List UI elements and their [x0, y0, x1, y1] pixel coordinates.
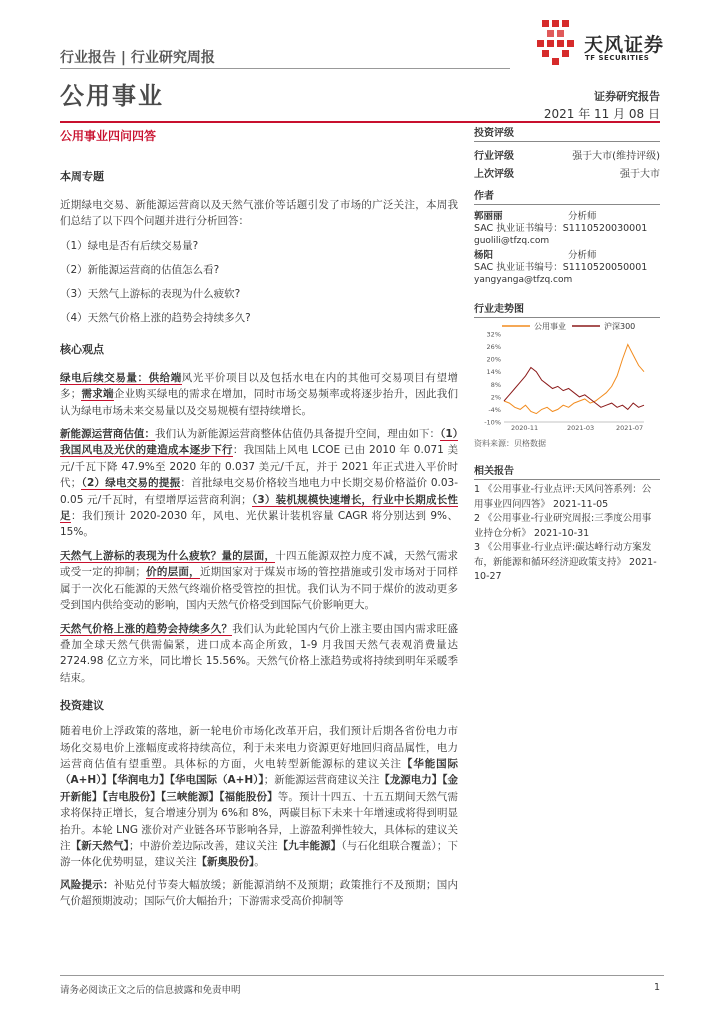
- report-category: 行业报告 | 行业研究周报: [60, 50, 215, 66]
- related-report-1[interactable]: 1 《公用事业-行业点评:天风问答系列：公用事业四问四答》 2021-11-05: [474, 484, 652, 510]
- title-divider: [60, 121, 660, 123]
- footer-divider: [60, 975, 664, 976]
- y-tick-label: -10%: [484, 418, 501, 427]
- prev-rating-value: 强于大市: [620, 169, 660, 180]
- trend-chart: [474, 318, 664, 430]
- y-tick-label: 8%: [490, 380, 501, 389]
- author-heading: 作者: [474, 187, 660, 205]
- risk-paragraph: 风险提示：补贴兑付节奏大幅放缓；新能源消纳不及预期；政策推行不及预期；国内气价超预期波动；国际气价大幅抬升；下游需求受高价抑制等: [60, 878, 459, 908]
- gas-upstream-paragraph: 天然气上游标的表现为什么疲软？量的层面，十四五能源双控力度不减，天然气需求或受一定的抑制；价的层面，近期国家对于煤炭市场的管控措施或引发市场对于同样属于一次化石能源的天然气终端价格受管控的担忧。我们认为不同于煤价的波动更多受到国内供给变动的影响，国内天然气价格受到国际气价影响更大。: [60, 549, 459, 612]
- x-tick-label: 2020-11: [511, 424, 539, 430]
- sector-title: 公用事业: [60, 82, 164, 110]
- author-2-email[interactable]: yangyanga@tfzq.com: [474, 275, 573, 285]
- question-2: （2）新能源运营商的估值怎么看?: [60, 263, 220, 276]
- x-tick-label: 2021-03: [567, 424, 595, 430]
- rating-box: [474, 124, 660, 180]
- invest-paragraph: 随着电价上浮政策的落地，新一轮电价市场化改革开启，我们预计后期各省份电力市场化交易电价上涨幅度或将持续高位，利于未来电力资源更好地回归商品属性，电力运营商估值有望重塑。具体标的方面，火电转型新能源标的建议关注【华能国际（A+H）】【华润电力】【华电国际（A+H）】；新能源运营商建议关注【龙源电力】【金开新能】【吉电股份】【三峡能源】【福能股份】等。预计十四五、十五五期间天然气需求将保持正增长，复合增速分别为 6%和 8%，两碳目标下未来十年增速或将得到明显抬升。本轮 LNG 涨价对产业链各环节影响各异，上游盈利弹性较大，具体标的建议关注【新天然气】；中游价差边际改善，建议关注【九丰能源】（与石化组联合覆盖）；下游一体化优势明显，建议关注【新奥股份】。: [60, 725, 459, 869]
- report-date: 2021 年 11 月 08 日: [543, 107, 660, 121]
- chart-source: 资料来源：贝格数据: [474, 439, 546, 448]
- trend-heading: 行业走势图: [474, 300, 660, 318]
- invest-heading: 投资建议: [60, 699, 104, 713]
- y-tick-label: 20%: [486, 355, 501, 364]
- report-subtitle: 公用事业四问四答: [60, 129, 157, 143]
- related-report-3[interactable]: 3 《公用事业-行业点评:碳达峰行动方案发布，新能源和循环经济迎政策支持》 2021-10-27: [474, 542, 657, 582]
- logo-english: TF SECURITIES: [585, 54, 650, 62]
- green-power-lead: 绿电后续交易量：供给端: [60, 371, 182, 384]
- legend-label-utilities: 公用事业: [534, 322, 566, 331]
- related-box: [474, 462, 660, 585]
- question-1: （1）绿电是否有后续交易量?: [60, 239, 199, 252]
- x-tick-label: 2021-07: [616, 424, 644, 430]
- rating-value: 强于大市(维持评级): [572, 151, 660, 162]
- author-1: 郭丽丽 分析师 SAC 执业证书编号：S1110520030001 guolili@tfzq.com: [474, 211, 660, 247]
- rating-heading: 投资评级: [474, 124, 660, 142]
- report-type: 证券研究报告: [594, 90, 660, 103]
- valuation-paragraph: 新能源运营商估值：我们认为新能源运营商整体估值仍具备提升空间，理由如下：（1）我国风电及光伏的建造成本逐步下行：我国陆上风电 LCOE 已由 2010 年 0.071 美元/千瓦下降 47.9%至 2020 年的 0.037 美元/千瓦，并于 2021 年正式进入平价时代；（2）绿电交易的提振：首批绿电交易价格较当地电力中长期交易价格溢价 0.03-0.05 元/千瓦时，有望增厚运营商利润；（3）装机规模快速增长，行业中长期成长性足：我们预计 2020-2030 年，风电、光伏累计装机容量 CAGR 将分别达到 9%、15%。: [60, 428, 459, 539]
- main-content: [60, 168, 458, 910]
- related-heading: 相关报告: [474, 462, 660, 480]
- y-tick-label: 32%: [486, 330, 501, 339]
- topic-intro: 近期绿电交易、新能源运营商以及天然气涨价等话题引发了市场的广泛关注，本周我们总结了以下四个问题并进行分析回答：: [60, 199, 458, 228]
- footer-disclaimer: 请务必阅读正文之后的信息披露和免责申明: [60, 985, 241, 996]
- core-heading: 核心观点: [60, 342, 104, 356]
- y-tick-label: 2%: [490, 393, 501, 402]
- author-2: 杨阳 分析师 SAC 执业证书编号：S1110520050001 yangyanga@tfzq.com: [474, 250, 660, 286]
- page-number: 1: [653, 982, 660, 993]
- y-tick-label: 26%: [486, 343, 501, 352]
- trend-chart-box: [474, 300, 660, 318]
- header-divider: [60, 68, 510, 69]
- y-tick-label: 14%: [486, 368, 501, 377]
- green-power-paragraph: 绿电后续交易量：供给端风光平价项目以及包括水电在内的其他可交易项目有望增多；需求端企业购买绿电的需求在增加，同时市场交易频率或将逐步抬升，因此我们认为绿电市场未来交易量以及交易规模有望持续增长。: [60, 371, 459, 417]
- y-tick-label: -4%: [488, 405, 501, 414]
- prev-rating-row: 上次评级 强于大市: [474, 165, 660, 180]
- rating-row: 行业评级 强于大市(维持评级): [474, 147, 660, 162]
- question-4: （4）天然气价格上涨的趋势会持续多久?: [60, 311, 251, 324]
- topic-heading: 本周专题: [60, 170, 104, 183]
- question-3: （3）天然气上游标的表现为什么疲软?: [60, 287, 241, 300]
- gas-price-paragraph: 天然气价格上涨的趋势会持续多久？我们认为此轮国内气价上涨主要由国内需求旺盛叠加全球天然气供需偏紧，进口成本高企所致，1-9 月我国天然气表观消费量达 2724.98 亿立方米，同比增长 15.56%。天然气价格上涨趋势或将持续到明年采暖季结束。: [60, 622, 459, 684]
- authors-box: [474, 187, 660, 286]
- author-1-email[interactable]: guolili@tfzq.com: [474, 236, 550, 246]
- related-report-2[interactable]: 2 《公用事业-行业研究周报:三季度公用事业持仓分析》 2021-10-31: [474, 513, 652, 539]
- series-line-0: [504, 345, 644, 414]
- logo-name: 天风证券: [584, 34, 665, 56]
- legend-label-csi300: 沪深300: [604, 322, 636, 331]
